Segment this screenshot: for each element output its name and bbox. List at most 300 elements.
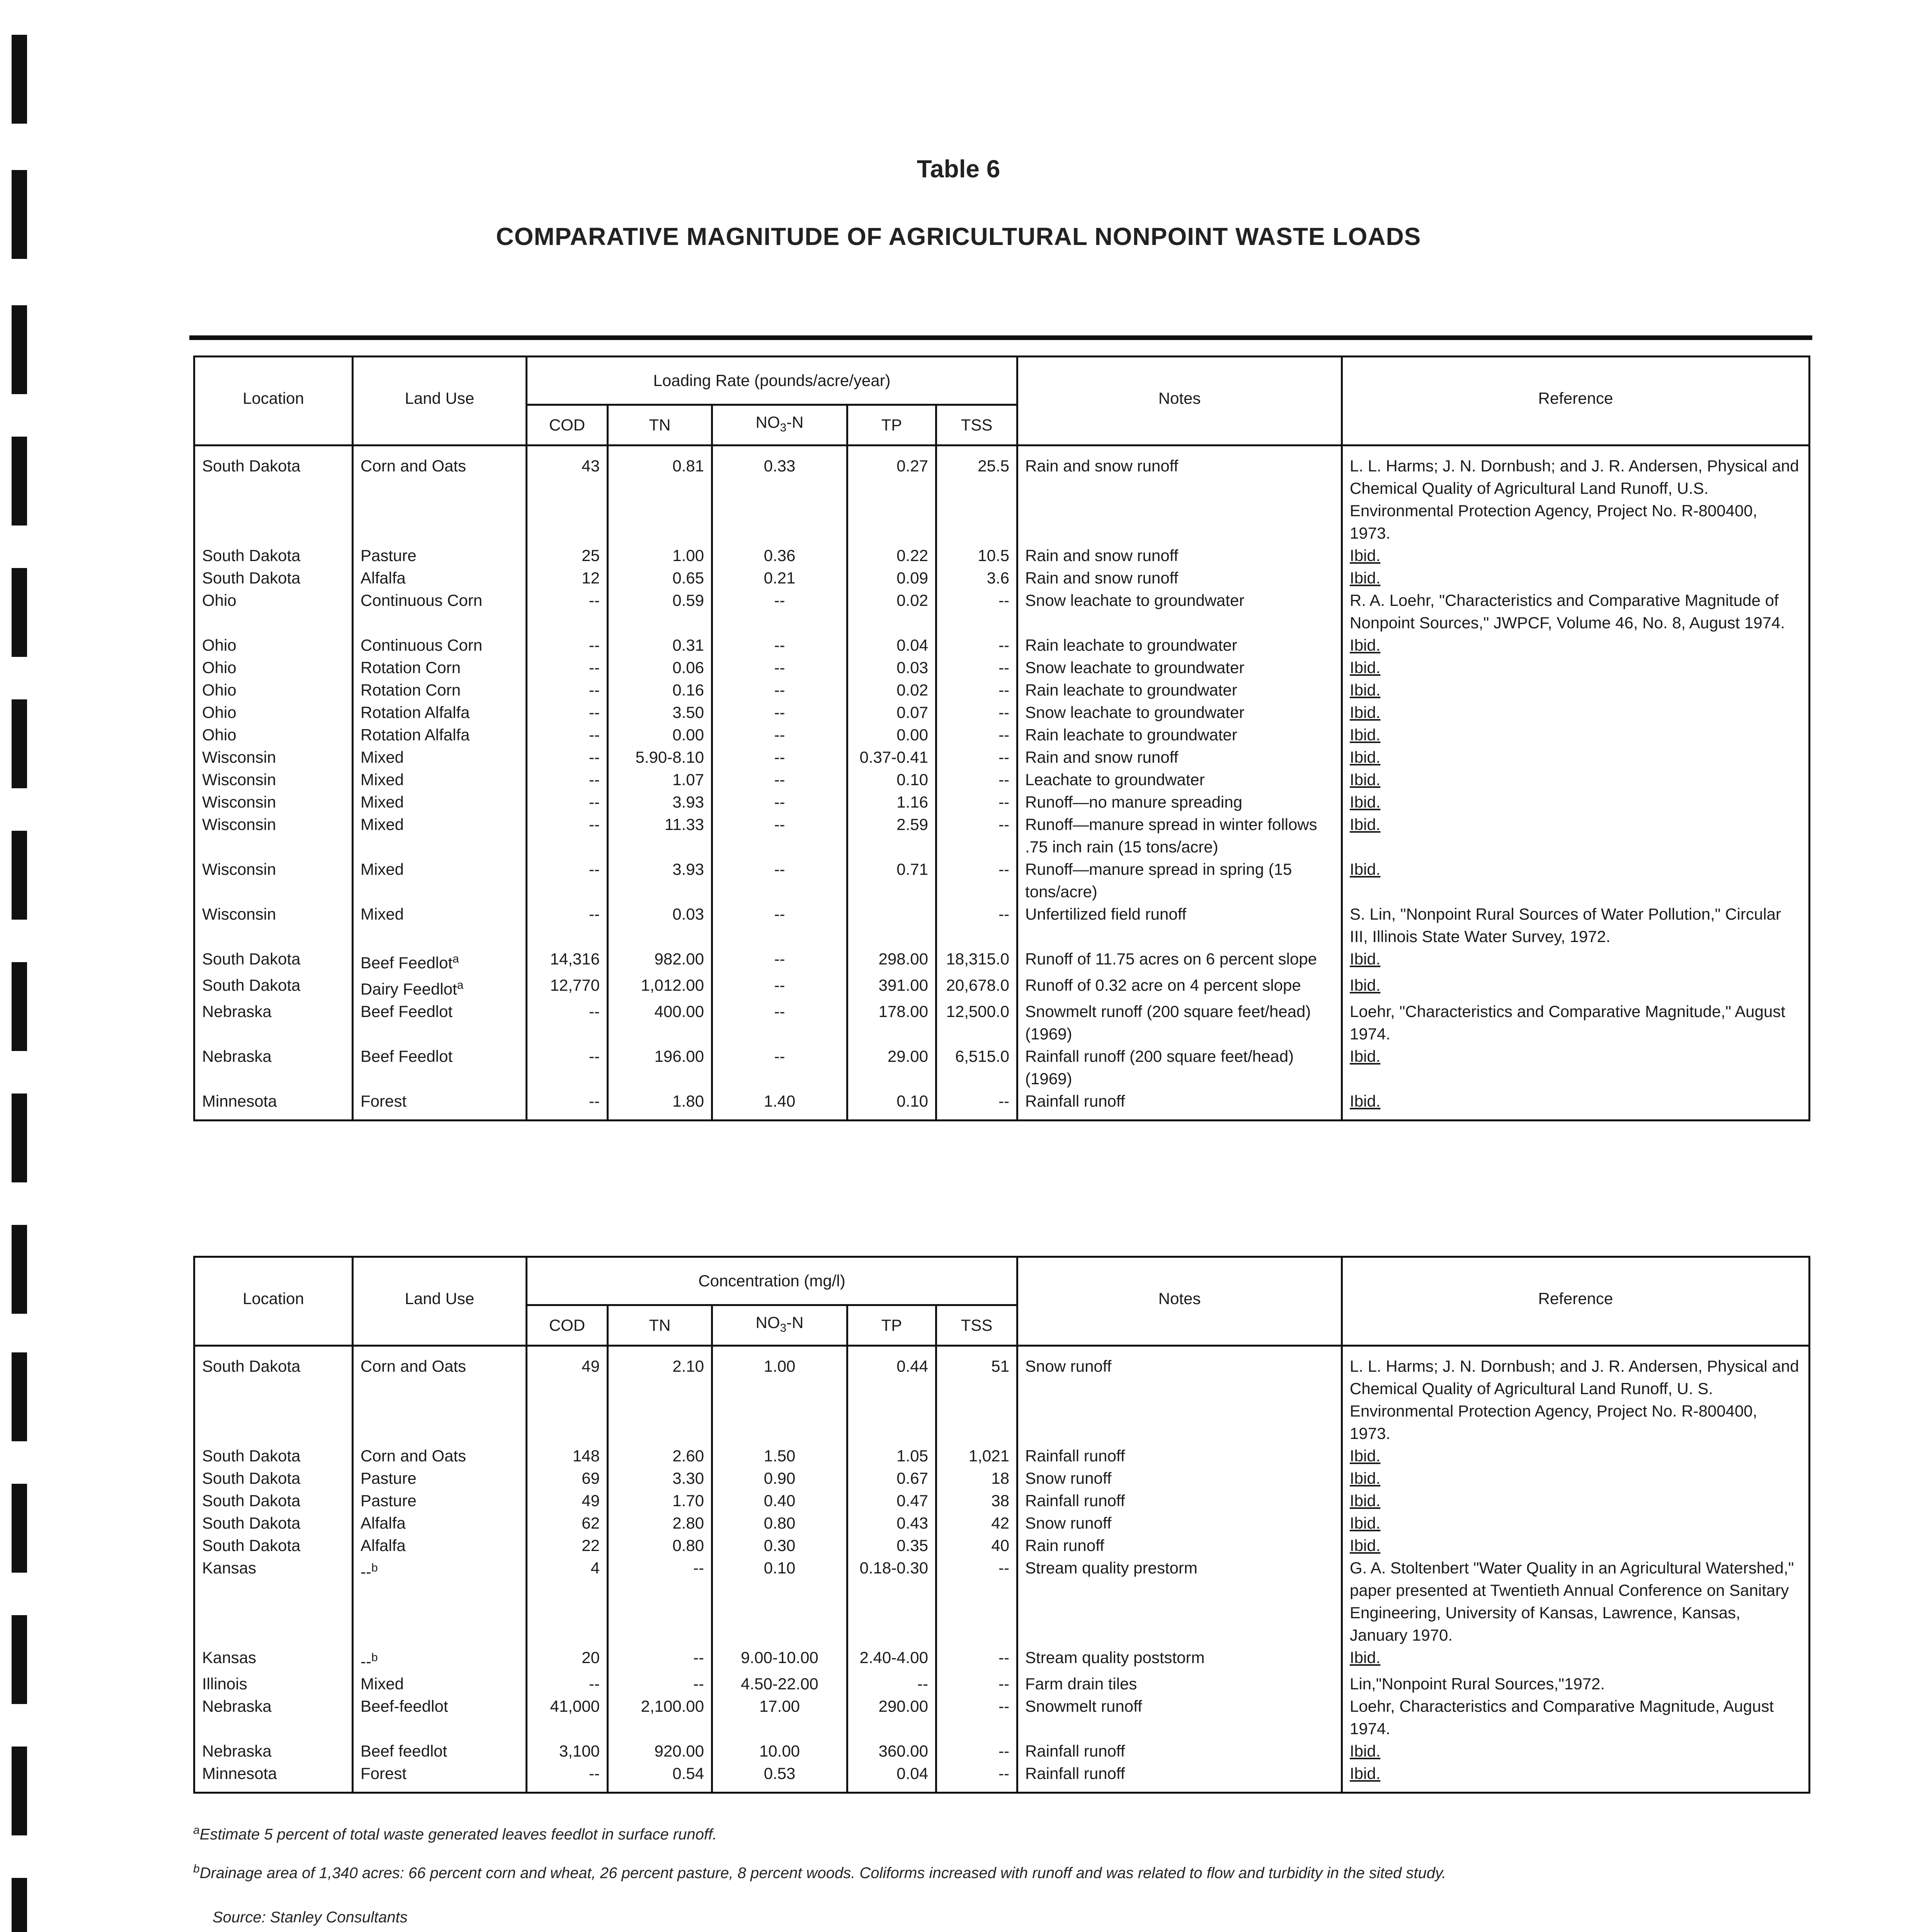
cell-tn: 5.90-8.10: [608, 746, 712, 769]
cell-reference: Ibid.: [1342, 656, 1810, 679]
cell-notes: Farm drain tiles: [1017, 1673, 1342, 1695]
cell-cod: 43: [527, 446, 608, 545]
cell-tn: 0.03: [608, 903, 712, 948]
cell-tss: 6,515.0: [936, 1045, 1017, 1090]
table-row: [194, 791, 1810, 813]
cell-tss: --: [936, 791, 1017, 813]
cell-location: South Dakota: [194, 1490, 353, 1512]
cell-notes: Snow runoff: [1017, 1512, 1342, 1534]
cell-no3: --: [712, 656, 847, 679]
cell-tss: 40: [936, 1534, 1017, 1557]
cell-no3: --: [712, 974, 847, 1000]
cell-cod: 69: [527, 1467, 608, 1490]
cell-reference: Ibid.: [1342, 974, 1810, 1000]
cell-location: Nebraska: [194, 1695, 353, 1740]
cell-land-use: Beef feedlot: [353, 1740, 527, 1762]
cell-notes: Stream quality poststorm: [1017, 1646, 1342, 1673]
table-number: Table 6: [917, 155, 1000, 183]
binder-mark: [12, 831, 27, 920]
cell-tn: 400.00: [608, 1000, 712, 1045]
table-row: [194, 1762, 1810, 1793]
cell-land-use: Mixed: [353, 769, 527, 791]
cell-tp: 0.47: [847, 1490, 936, 1512]
cell-cod: 148: [527, 1445, 608, 1467]
cell-cod: 14,316: [527, 948, 608, 974]
header-cod: COD: [527, 1305, 608, 1346]
cell-reference: S. Lin, "Nonpoint Rural Sources of Water Pollution," Circular III, Illinois State Water Survey, 1972.: [1342, 903, 1810, 948]
cell-no3: 0.90: [712, 1467, 847, 1490]
cell-tss: --: [936, 1695, 1017, 1740]
cell-location: South Dakota: [194, 974, 353, 1000]
cell-location: Illinois: [194, 1673, 353, 1695]
header-tss: TSS: [936, 405, 1017, 446]
cell-notes: Rain and snow runoff: [1017, 544, 1342, 567]
cell-no3: --: [712, 746, 847, 769]
cell-tp: 0.00: [847, 724, 936, 746]
cell-location: South Dakota: [194, 1346, 353, 1445]
cell-land-use: Mixed: [353, 746, 527, 769]
cell-reference: Ibid.: [1342, 1445, 1810, 1467]
cell-tn: 0.59: [608, 589, 712, 634]
cell-tss: --: [936, 858, 1017, 903]
cell-tn: --: [608, 1673, 712, 1695]
cell-tn: 0.06: [608, 656, 712, 679]
cell-no3: --: [712, 1045, 847, 1090]
cell-tn: 0.65: [608, 567, 712, 589]
cell-reference: Ibid.: [1342, 1646, 1810, 1673]
cell-tp: 391.00: [847, 974, 936, 1000]
header-reference: Reference: [1342, 357, 1810, 446]
table-row: [194, 679, 1810, 701]
cell-tn: 1,012.00: [608, 974, 712, 1000]
binder-mark: [12, 305, 27, 394]
cell-notes: Runoff of 11.75 acres on 6 percent slope: [1017, 948, 1342, 974]
header-tn: TN: [608, 1305, 712, 1346]
table-row: [194, 974, 1810, 1000]
cell-cod: --: [527, 634, 608, 656]
cell-reference: L. L. Harms; J. N. Dornbush; and J. R. Andersen, Physical and Chemical Quality of Agricultural Land Runoff, U.S. Environmental Protection Agency, Project No. R-800400, 1973.: [1342, 446, 1810, 545]
cell-no3: --: [712, 948, 847, 974]
cell-tp: 290.00: [847, 1695, 936, 1740]
cell-reference: Ibid.: [1342, 1512, 1810, 1534]
cell-cod: --: [527, 791, 608, 813]
cell-reference: Loehr, Characteristics and Comparative Magnitude, August 1974.: [1342, 1695, 1810, 1740]
cell-location: Ohio: [194, 656, 353, 679]
cell-cod: --: [527, 1673, 608, 1695]
cell-tn: 2.60: [608, 1445, 712, 1467]
cell-tn: 0.00: [608, 724, 712, 746]
cell-tp: 0.44: [847, 1346, 936, 1445]
cell-reference: Loehr, "Characteristics and Comparative Magnitude," August 1974.: [1342, 1000, 1810, 1045]
header-tp: TP: [847, 1305, 936, 1346]
cell-tp: --: [847, 1673, 936, 1695]
cell-tss: 3.6: [936, 567, 1017, 589]
cell-location: Nebraska: [194, 1740, 353, 1762]
cell-cod: 3,100: [527, 1740, 608, 1762]
cell-notes: Snow runoff: [1017, 1467, 1342, 1490]
cell-cod: --: [527, 724, 608, 746]
cell-cod: --: [527, 656, 608, 679]
cell-tp: 0.09: [847, 567, 936, 589]
cell-location: South Dakota: [194, 544, 353, 567]
cell-location: Nebraska: [194, 1045, 353, 1090]
cell-tp: 1.16: [847, 791, 936, 813]
cell-reference: Ibid.: [1342, 1467, 1810, 1490]
cell-tn: 3.93: [608, 858, 712, 903]
cell-tss: 18: [936, 1467, 1017, 1490]
cell-reference: Ibid.: [1342, 791, 1810, 813]
cell-no3: 0.33: [712, 446, 847, 545]
cell-cod: --: [527, 769, 608, 791]
table-row: [194, 1090, 1810, 1121]
cell-tn: 3.50: [608, 701, 712, 724]
cell-tn: 1.80: [608, 1090, 712, 1121]
cell-tn: 2,100.00: [608, 1695, 712, 1740]
cell-tp: 0.22: [847, 544, 936, 567]
cell-tp: 0.04: [847, 634, 936, 656]
cell-land-use: Pasture: [353, 544, 527, 567]
header-cod: COD: [527, 405, 608, 446]
cell-reference: Ibid.: [1342, 724, 1810, 746]
cell-tn: 3.30: [608, 1467, 712, 1490]
cell-tp: 0.35: [847, 1534, 936, 1557]
cell-reference: Ibid.: [1342, 544, 1810, 567]
cell-land-use: Dairy Feedlot$^a$: [353, 974, 527, 1000]
cell-tss: 12,500.0: [936, 1000, 1017, 1045]
cell-land-use: Mixed: [353, 858, 527, 903]
binder-mark: [12, 35, 27, 124]
cell-cod: --: [527, 746, 608, 769]
cell-land-use: Forest: [353, 1762, 527, 1793]
cell-notes: Rainfall runoff: [1017, 1490, 1342, 1512]
table-row: [194, 1695, 1810, 1740]
cell-cod: 49: [527, 1490, 608, 1512]
cell-tn: 982.00: [608, 948, 712, 974]
cell-reference: Ibid.: [1342, 769, 1810, 791]
cell-no3: --: [712, 1000, 847, 1045]
cell-location: South Dakota: [194, 1534, 353, 1557]
cell-land-use: Rotation Corn: [353, 679, 527, 701]
cell-tn: 0.31: [608, 634, 712, 656]
cell-tss: --: [936, 656, 1017, 679]
cell-land-use: Mixed: [353, 791, 527, 813]
cell-tp: 0.43: [847, 1512, 936, 1534]
cell-tp: 0.27: [847, 446, 936, 545]
cell-notes: Stream quality prestorm: [1017, 1557, 1342, 1646]
binder-mark: [12, 1352, 27, 1441]
concentration-table: [193, 1256, 1810, 1794]
binder-mark: [12, 962, 27, 1051]
cell-reference: Ibid.: [1342, 948, 1810, 974]
cell-land-use: Forest: [353, 1090, 527, 1121]
cell-reference: Ibid.: [1342, 679, 1810, 701]
cell-tss: 20,678.0: [936, 974, 1017, 1000]
cell-location: Kansas: [194, 1646, 353, 1673]
cell-location: Wisconsin: [194, 746, 353, 769]
cell-tn: 0.80: [608, 1534, 712, 1557]
table-row: [194, 544, 1810, 567]
cell-location: Minnesota: [194, 1762, 353, 1793]
cell-notes: Snowmelt runoff (200 square feet/head) (1969): [1017, 1000, 1342, 1045]
header-notes: Notes: [1017, 357, 1342, 446]
cell-notes: Snowmelt runoff: [1017, 1695, 1342, 1740]
table-row: [194, 656, 1810, 679]
cell-tn: 0.81: [608, 446, 712, 545]
cell-land-use: Corn and Oats: [353, 1346, 527, 1445]
table-row: [194, 746, 1810, 769]
cell-reference: Lin,"Nonpoint Rural Sources,"1972.: [1342, 1673, 1810, 1695]
header-concentration: Concentration (mg/l): [527, 1257, 1017, 1305]
cell-location: South Dakota: [194, 948, 353, 974]
cell-reference: Ibid.: [1342, 746, 1810, 769]
header-tss: TSS: [936, 1305, 1017, 1346]
cell-no3: 0.30: [712, 1534, 847, 1557]
cell-reference: Ibid.: [1342, 567, 1810, 589]
cell-location: Wisconsin: [194, 858, 353, 903]
table-row: [194, 1512, 1810, 1534]
table-row: [194, 903, 1810, 948]
cell-reference: Ibid.: [1342, 1762, 1810, 1793]
cell-location: Kansas: [194, 1557, 353, 1646]
cell-tss: --: [936, 1646, 1017, 1673]
cell-tss: 10.5: [936, 544, 1017, 567]
binder-mark: [12, 1747, 27, 1835]
cell-reference: Ibid.: [1342, 858, 1810, 903]
cell-notes: Unfertilized field runoff: [1017, 903, 1342, 948]
cell-notes: Rainfall runoff: [1017, 1445, 1342, 1467]
table-row: [194, 446, 1810, 545]
table-row: [194, 1646, 1810, 1673]
cell-reference: Ibid.: [1342, 813, 1810, 858]
table-row: [194, 769, 1810, 791]
cell-notes: Rainfall runoff: [1017, 1740, 1342, 1762]
cell-tn: 1.70: [608, 1490, 712, 1512]
cell-no3: 0.21: [712, 567, 847, 589]
cell-cod: 62: [527, 1512, 608, 1534]
cell-land-use: Rotation Corn: [353, 656, 527, 679]
cell-no3: --: [712, 903, 847, 948]
cell-land-use: Continuous Corn: [353, 634, 527, 656]
cell-land-use: Beef Feedlot: [353, 1000, 527, 1045]
table-row: [194, 1534, 1810, 1557]
cell-tss: 38: [936, 1490, 1017, 1512]
table-row: [194, 948, 1810, 974]
cell-tn: --: [608, 1646, 712, 1673]
cell-notes: Rainfall runoff (200 square feet/head) (1969): [1017, 1045, 1342, 1090]
cell-tp: 0.37-0.41: [847, 746, 936, 769]
cell-tn: 11.33: [608, 813, 712, 858]
cell-land-use: Mixed: [353, 813, 527, 858]
cell-tss: --: [936, 701, 1017, 724]
cell-land-use: Continuous Corn: [353, 589, 527, 634]
cell-land-use: Alfalfa: [353, 567, 527, 589]
cell-land-use: Corn and Oats: [353, 446, 527, 545]
cell-no3: 9.00-10.00: [712, 1646, 847, 1673]
binder-mark: [12, 1878, 27, 1932]
cell-tss: 42: [936, 1512, 1017, 1534]
cell-tp: [847, 903, 936, 948]
cell-cod: 12: [527, 567, 608, 589]
cell-no3: --: [712, 858, 847, 903]
cell-location: Ohio: [194, 589, 353, 634]
cell-tn: 1.00: [608, 544, 712, 567]
cell-no3: --: [712, 813, 847, 858]
table-row: [194, 1045, 1810, 1090]
cell-land-use: Pasture: [353, 1490, 527, 1512]
cell-location: Wisconsin: [194, 903, 353, 948]
cell-tn: --: [608, 1557, 712, 1646]
cell-notes: Runoff—no manure spreading: [1017, 791, 1342, 813]
cell-reference: Ibid.: [1342, 1740, 1810, 1762]
cell-no3: 1.40: [712, 1090, 847, 1121]
cell-reference: Ibid.: [1342, 1045, 1810, 1090]
table-row: [194, 1000, 1810, 1045]
cell-cod: --: [527, 813, 608, 858]
cell-cod: 22: [527, 1534, 608, 1557]
table-row: [194, 634, 1810, 656]
cell-tss: 51: [936, 1346, 1017, 1445]
cell-cod: --: [527, 858, 608, 903]
cell-notes: Runoff—manure spread in winter follows .75 inch rain (15 tons/acre): [1017, 813, 1342, 858]
cell-tss: --: [936, 1090, 1017, 1121]
binder-mark: [12, 1094, 27, 1182]
cell-tp: 0.67: [847, 1467, 936, 1490]
cell-tss: --: [936, 1762, 1017, 1793]
cell-reference: G. A. Stoltenbert "Water Quality in an Agricultural Watershed," paper presented at Twentieth Annual Conference on Sanitary Engineering, University of Kansas, Lawrence, Kansas, January 1970.: [1342, 1557, 1810, 1646]
cell-no3: --: [712, 634, 847, 656]
cell-notes: Rain leachate to groundwater: [1017, 679, 1342, 701]
cell-tp: 0.02: [847, 589, 936, 634]
table-row: [194, 858, 1810, 903]
binder-mark: [12, 699, 27, 788]
header-location: Location: [194, 357, 353, 446]
cell-notes: Rainfall runoff: [1017, 1090, 1342, 1121]
cell-reference: Ibid.: [1342, 1534, 1810, 1557]
cell-no3: --: [712, 769, 847, 791]
cell-land-use: Alfalfa: [353, 1512, 527, 1534]
cell-location: Minnesota: [194, 1090, 353, 1121]
cell-tn: 2.80: [608, 1512, 712, 1534]
table-row: [194, 1467, 1810, 1490]
binder-mark: [12, 1615, 27, 1704]
header-no3n: $NO_3-N$: [712, 1305, 847, 1346]
cell-tss: 1,021: [936, 1445, 1017, 1467]
cell-tp: 0.71: [847, 858, 936, 903]
table-row: [194, 1445, 1810, 1467]
cell-notes: Rain runoff: [1017, 1534, 1342, 1557]
cell-notes: Rain and snow runoff: [1017, 746, 1342, 769]
cell-location: South Dakota: [194, 446, 353, 545]
cell-notes: Runoff—manure spread in spring (15 tons/acre): [1017, 858, 1342, 903]
cell-tss: --: [936, 1557, 1017, 1646]
cell-location: South Dakota: [194, 1467, 353, 1490]
cell-no3: --: [712, 791, 847, 813]
cell-cod: 4: [527, 1557, 608, 1646]
cell-tp: 2.40-4.00: [847, 1646, 936, 1673]
heavy-rule: [189, 335, 1812, 340]
cell-land-use: Alfalfa: [353, 1534, 527, 1557]
table-row: [194, 1673, 1810, 1695]
cell-notes: Leachate to groundwater: [1017, 769, 1342, 791]
cell-tp: 2.59: [847, 813, 936, 858]
cell-no3: --: [712, 679, 847, 701]
cell-no3: 0.10: [712, 1557, 847, 1646]
cell-location: Ohio: [194, 724, 353, 746]
cell-notes: Rain and snow runoff: [1017, 446, 1342, 545]
cell-cod: --: [527, 1762, 608, 1793]
table-row: [194, 589, 1810, 634]
cell-reference: R. A. Loehr, "Characteristics and Comparative Magnitude of Nonpoint Sources," JWPCF, Volume 46, No. 8, August 1974.: [1342, 589, 1810, 634]
binder-mark: [12, 568, 27, 657]
cell-tp: 0.04: [847, 1762, 936, 1793]
cell-land-use: Mixed: [353, 903, 527, 948]
cell-location: South Dakota: [194, 1512, 353, 1534]
cell-tss: --: [936, 634, 1017, 656]
cell-cod: --: [527, 1045, 608, 1090]
cell-no3: --: [712, 724, 847, 746]
cell-location: Ohio: [194, 701, 353, 724]
header-land-use: Land Use: [353, 1257, 527, 1346]
cell-tp: 0.18-0.30: [847, 1557, 936, 1646]
cell-tp: 29.00: [847, 1045, 936, 1090]
footnote-a: $^a$Estimate 5 percent of total waste generated leaves feedlot in surface runoff.: [193, 1824, 717, 1843]
cell-notes: Rain leachate to groundwater: [1017, 634, 1342, 656]
binder-mark: [12, 1484, 27, 1573]
cell-tp: 0.10: [847, 769, 936, 791]
cell-location: South Dakota: [194, 567, 353, 589]
cell-cod: 12,770: [527, 974, 608, 1000]
cell-tn: 1.07: [608, 769, 712, 791]
cell-notes: Snow runoff: [1017, 1346, 1342, 1445]
loading-rate-table: [193, 355, 1810, 1121]
cell-tp: 360.00: [847, 1740, 936, 1762]
cell-notes: Snow leachate to groundwater: [1017, 589, 1342, 634]
binder-mark: [12, 437, 27, 526]
cell-cod: --: [527, 1000, 608, 1045]
table-row: [194, 1346, 1810, 1445]
cell-no3: 1.00: [712, 1346, 847, 1445]
cell-cod: 25: [527, 544, 608, 567]
cell-land-use: Beef Feedlot: [353, 1045, 527, 1090]
cell-land-use: Rotation Alfalfa: [353, 724, 527, 746]
cell-cod: --: [527, 589, 608, 634]
cell-tn: 2.10: [608, 1346, 712, 1445]
table-row: [194, 724, 1810, 746]
cell-location: Wisconsin: [194, 813, 353, 858]
header-notes: Notes: [1017, 1257, 1342, 1346]
cell-tn: 920.00: [608, 1740, 712, 1762]
header-loading-rate: Loading Rate (pounds/acre/year): [527, 357, 1017, 405]
cell-no3: 0.80: [712, 1512, 847, 1534]
header-tn: TN: [608, 405, 712, 446]
cell-land-use: Beef Feedlot$^a$: [353, 948, 527, 974]
cell-tp: 0.10: [847, 1090, 936, 1121]
binder-mark: [12, 1225, 27, 1314]
cell-no3: 17.00: [712, 1695, 847, 1740]
cell-land-use: Mixed: [353, 1673, 527, 1695]
cell-notes: Rainfall runoff: [1017, 1762, 1342, 1793]
header-tp: TP: [847, 405, 936, 446]
cell-no3: 4.50-22.00: [712, 1673, 847, 1695]
cell-land-use: --$^b$: [353, 1646, 527, 1673]
cell-notes: Rain and snow runoff: [1017, 567, 1342, 589]
cell-tp: 1.05: [847, 1445, 936, 1467]
cell-no3: 0.40: [712, 1490, 847, 1512]
header-location: Location: [194, 1257, 353, 1346]
cell-reference: Ibid.: [1342, 634, 1810, 656]
page-title: COMPARATIVE MAGNITUDE OF AGRICULTURAL NONPOINT WASTE LOADS: [496, 223, 1421, 250]
cell-tn: 0.16: [608, 679, 712, 701]
